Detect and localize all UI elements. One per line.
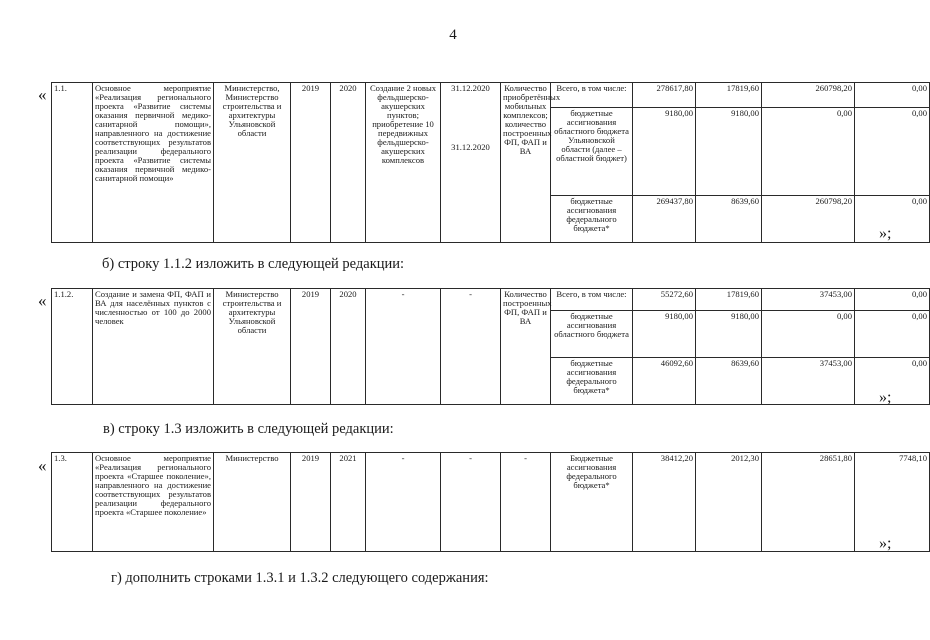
amount-year-3: 0,00 bbox=[855, 196, 930, 243]
amount-year-2: 260798,20 bbox=[762, 196, 855, 243]
deadline-date: 31.12.2020 bbox=[451, 83, 490, 93]
executor: Министерство, Министерство строительства и архитектуры Ульяновской области bbox=[214, 83, 291, 243]
row-number: 1.1. bbox=[52, 83, 93, 243]
amount-year-3: 0,00 bbox=[855, 358, 930, 405]
close-quote: »; bbox=[879, 389, 892, 406]
amount-year-1: 17819,60 bbox=[696, 289, 762, 311]
table-row-1-3 bbox=[51, 452, 930, 552]
result-description: Создание 2 новых фельдшерско-акушерских пунктов; приобретение 10 передвижных фельдшерско-акушерских комплексов bbox=[366, 83, 441, 243]
year-end: 2020 bbox=[331, 83, 366, 243]
executor: Министерство строительства и архитектуры Ульяновской области bbox=[214, 289, 291, 405]
amount-year-3: 0,00 bbox=[855, 289, 930, 311]
amount-year-1: 9180,00 bbox=[696, 311, 762, 358]
indicator: - bbox=[501, 453, 551, 552]
amount-year-1: 8639,60 bbox=[696, 358, 762, 405]
funding-source: Бюджетные ассигнования федерального бюджета* bbox=[551, 453, 633, 552]
year-end: 2021 bbox=[331, 453, 366, 552]
table-row-1-1 bbox=[51, 82, 930, 243]
close-quote: »; bbox=[879, 535, 892, 552]
year-start: 2019 bbox=[291, 453, 331, 552]
amount-year-1: 17819,60 bbox=[696, 83, 762, 108]
funding-source: бюджетные ассигнования федерального бюджета* bbox=[551, 358, 633, 405]
funding-source: бюджетные ассигнования федерального бюджета* bbox=[551, 196, 633, 243]
paragraph-g: г) дополнить строками 1.3.1 и 1.3.2 следующего содержания: bbox=[111, 570, 489, 586]
deadline-date: 31.12.2020 bbox=[451, 142, 490, 152]
amount-year-2: 0,00 bbox=[762, 311, 855, 358]
open-quote: « bbox=[38, 291, 47, 310]
amount-year-2: 37453,00 bbox=[762, 358, 855, 405]
indicator: Количество построенных ФП, ФАП и ВА bbox=[501, 289, 551, 405]
result-description: - bbox=[366, 289, 441, 405]
amount-total: 9180,00 bbox=[633, 311, 696, 358]
amount-total: 46092,60 bbox=[633, 358, 696, 405]
activity-name: Основное мероприятие «Реализация регионального проекта «Развитие системы оказания первичной медико-санитарной помощи», направленного на достижение соответствующих результатов реализации федерального проекта «Развитие системы оказания первичной медико-санитарной помощи» bbox=[93, 83, 214, 243]
amount-year-2: 0,00 bbox=[762, 108, 855, 196]
funding-source: Всего, в том числе: bbox=[551, 83, 633, 108]
result-description: - bbox=[366, 453, 441, 552]
amount-year-1: 9180,00 bbox=[696, 108, 762, 196]
amount-total: 38412,20 bbox=[633, 453, 696, 552]
deadline-cell bbox=[441, 83, 501, 243]
year-end: 2020 bbox=[331, 289, 366, 405]
paragraph-b: б) строку 1.1.2 изложить в следующей редакции: bbox=[102, 256, 405, 272]
page-number: 4 bbox=[449, 27, 457, 43]
funding-source: Всего, в том числе: bbox=[551, 289, 633, 311]
deadline-date: - bbox=[441, 289, 501, 405]
activity-name: Создание и замена ФП, ФАП и ВА для населённых пунктов с численностью от 100 до 2000 человек bbox=[93, 289, 214, 405]
year-start: 2019 bbox=[291, 289, 331, 405]
amount-year-2: 28651,80 bbox=[762, 453, 855, 552]
open-quote: « bbox=[38, 85, 47, 104]
amount-year-3: 0,00 bbox=[855, 108, 930, 196]
amount-year-2: 260798,20 bbox=[762, 83, 855, 108]
amount-year-3: 7748,10 bbox=[855, 453, 930, 552]
amount-total: 55272,60 bbox=[633, 289, 696, 311]
executor: Министерство bbox=[214, 453, 291, 552]
deadline-date: - bbox=[441, 453, 501, 552]
table-row-1-1-2 bbox=[51, 288, 930, 405]
amount-year-1: 8639,60 bbox=[696, 196, 762, 243]
amount-year-1: 2012,30 bbox=[696, 453, 762, 552]
open-quote: « bbox=[38, 456, 47, 475]
amount-total: 278617,80 bbox=[633, 83, 696, 108]
indicator: Количество приобретённых мобильных комплексов; количество построенных ФП, ФАП и ВА bbox=[501, 83, 551, 243]
year-start: 2019 bbox=[291, 83, 331, 243]
funding-source: бюджетные ассигнования областного бюджета bbox=[551, 311, 633, 358]
paragraph-v: в) строку 1.3 изложить в следующей редакции: bbox=[103, 421, 394, 437]
close-quote: »; bbox=[879, 225, 892, 242]
amount-total: 269437,80 bbox=[633, 196, 696, 243]
activity-name: Основное мероприятие «Реализация регионального проекта «Старшее поколение», направленного на достижение соответствующих результатов реализации федерального проекта «Старшее поколение» bbox=[93, 453, 214, 552]
funding-source: бюджетные ассигнования областного бюджета Ульяновской области (далее – областной бюджет) bbox=[551, 108, 633, 196]
amount-year-2: 37453,00 bbox=[762, 289, 855, 311]
amount-total: 9180,00 bbox=[633, 108, 696, 196]
amount-year-3: 0,00 bbox=[855, 83, 930, 108]
amount-year-3: 0,00 bbox=[855, 311, 930, 358]
row-number: 1.3. bbox=[52, 453, 93, 552]
row-number: 1.1.2. bbox=[52, 289, 93, 405]
